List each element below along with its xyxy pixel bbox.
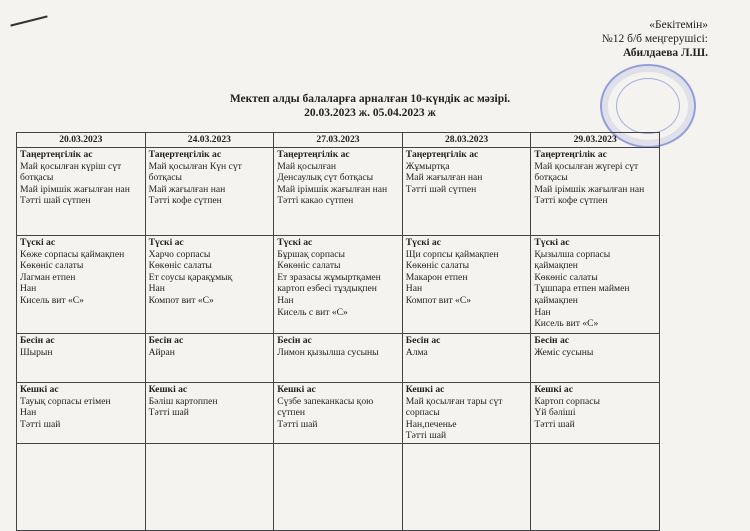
dish: Нан bbox=[20, 283, 37, 295]
meal-cell bbox=[145, 148, 274, 236]
title-line-2: 20.03.2023 ж. 05.04.2023 ж bbox=[304, 107, 436, 119]
dish: Үй бәліші bbox=[534, 407, 576, 419]
dish: Алма bbox=[405, 346, 428, 358]
dish: Харчо сорпасы bbox=[148, 248, 211, 260]
dish: Тәтті шай bbox=[20, 418, 61, 430]
meal-title: Түскі ас bbox=[405, 237, 441, 248]
dish: Май қосылған жүгері сүт ботқасы bbox=[534, 160, 639, 184]
meal-cell bbox=[402, 148, 531, 236]
meal-title: Таңертеңгілік ас bbox=[277, 149, 350, 160]
title-line-1: Мектеп алды балаларға арналған 10-күндік ас мәзірі. bbox=[229, 93, 511, 105]
dish: Сүзбе запеканкасы қою сүтпен bbox=[277, 395, 374, 419]
breakfast-row bbox=[17, 148, 660, 236]
meal-cell bbox=[145, 383, 274, 444]
dish: Тәтті шай bbox=[148, 407, 189, 419]
meal-title: Кешкі ас bbox=[148, 384, 188, 395]
dish: Тәтті кофе сүтпен bbox=[148, 195, 222, 207]
empty-row bbox=[17, 443, 660, 530]
dish: Щи сорпсы қаймақпен bbox=[405, 248, 499, 260]
meal-cell bbox=[17, 334, 146, 383]
meal-title: Таңертеңгілік ас bbox=[405, 149, 479, 160]
meal-cell bbox=[402, 334, 531, 383]
empty-cell bbox=[531, 443, 660, 530]
snack-row bbox=[17, 334, 660, 383]
dish: Қызылша сорпасы қаймақпен bbox=[534, 248, 611, 272]
meal-title: Таңертеңгілік ас bbox=[148, 149, 222, 160]
date-header-row bbox=[17, 133, 660, 148]
dish: Май қосылған bbox=[277, 160, 337, 172]
meal-cell bbox=[274, 334, 403, 383]
empty-cell bbox=[17, 443, 146, 530]
dish: Ет зразасы жұмыртқамен картоп езбесі тұздықпен bbox=[277, 271, 381, 295]
dinner-row bbox=[17, 383, 660, 444]
dish: Картоп сорпасы bbox=[534, 395, 600, 407]
dish: Көкөніс салаты bbox=[20, 260, 84, 272]
meal-title: Түскі ас bbox=[277, 237, 313, 248]
meal-cell bbox=[17, 383, 146, 444]
date-header: 29.03.2023 bbox=[531, 133, 660, 148]
dish: Нан bbox=[20, 407, 37, 419]
date-header: 24.03.2023 bbox=[145, 133, 274, 148]
empty-cell bbox=[145, 443, 274, 530]
meal-title: Таңертеңгілік ас bbox=[20, 149, 93, 160]
meal-cell bbox=[402, 383, 531, 444]
dish: Компот вит «С» bbox=[148, 294, 214, 306]
dish: Тұшпара етпен маймен қаймақпен bbox=[534, 283, 630, 306]
meal-cell bbox=[274, 383, 403, 444]
dish: Нан,печенье bbox=[405, 418, 457, 430]
dish: Тәтті шай сүтпен bbox=[20, 195, 91, 207]
lunch-row bbox=[17, 236, 660, 334]
dish: Тәтті шай bbox=[277, 418, 318, 430]
page-title bbox=[160, 92, 580, 120]
dish: Жұмыртқа bbox=[405, 160, 450, 172]
dish: Бәліш картоппен bbox=[148, 395, 218, 407]
approval-line-1: «Бекітемін» bbox=[649, 19, 708, 31]
dish: Май қосылған тары сүт сорпасы bbox=[405, 395, 503, 419]
scan-mark bbox=[10, 15, 47, 26]
meal-title: Таңертеңгілік ас bbox=[534, 149, 607, 160]
dish: Жеміс сусыны bbox=[534, 346, 594, 358]
dish: Компот вит «С» bbox=[405, 294, 472, 306]
menu-table bbox=[16, 132, 660, 531]
dish: Айран bbox=[148, 346, 175, 358]
dish: Нан bbox=[534, 306, 551, 318]
dish: Май жағылған нан bbox=[405, 172, 483, 184]
dish: Бұршақ сорпасы bbox=[277, 248, 345, 260]
meal-title: Кешкі ас bbox=[405, 384, 445, 395]
dish: Тәтті шәй сүтпен bbox=[405, 183, 477, 195]
meal-cell bbox=[531, 334, 660, 383]
dish: Көкөніс салаты bbox=[277, 260, 341, 272]
meal-cell bbox=[531, 236, 660, 334]
dish: Кисель с вит «С» bbox=[277, 306, 348, 318]
meal-cell bbox=[402, 236, 531, 334]
dish: Денсаулық сүт ботқасы bbox=[277, 172, 374, 184]
dish: Нан bbox=[405, 283, 423, 295]
meal-cell bbox=[145, 334, 274, 383]
dish: Лагман етпен bbox=[20, 271, 76, 283]
meal-title: Кешкі ас bbox=[277, 384, 316, 395]
date-header: 20.03.2023 bbox=[17, 133, 146, 148]
dish: Май қосылған Күн сүт ботқасы bbox=[148, 160, 242, 184]
dish: Май ірімшік жағылған нан bbox=[277, 183, 388, 195]
meal-title: Бесін ас bbox=[534, 335, 569, 346]
dish: Тәтті какао сүтпен bbox=[277, 195, 354, 207]
meal-title: Бесін ас bbox=[148, 335, 184, 346]
date-header: 28.03.2023 bbox=[402, 133, 531, 148]
approval-line-2: №12 б/б меңгерушісі: bbox=[601, 33, 708, 45]
meal-cell bbox=[145, 236, 274, 334]
meal-cell bbox=[274, 148, 403, 236]
meal-title: Түскі ас bbox=[148, 237, 184, 248]
dish: Май ірімшік жағылған нан bbox=[534, 183, 645, 195]
dish: Көкөніс салаты bbox=[534, 271, 598, 283]
dish: Май ірімшік жағылған нан bbox=[20, 183, 130, 195]
dish: Тәтті шай bbox=[534, 418, 575, 430]
meal-title: Бесін ас bbox=[405, 335, 441, 346]
meal-title: Бесін ас bbox=[20, 335, 55, 346]
dish: Май жағылған нан bbox=[148, 183, 226, 195]
approval-line-3: Абилдаева Л.Ш. bbox=[622, 47, 708, 59]
meal-title: Түскі ас bbox=[534, 237, 570, 248]
dish: Тәтті шай bbox=[405, 430, 447, 442]
dish: Көже сорпасы қаймақпен bbox=[20, 248, 125, 260]
dish: Тәтті кофе сүтпен bbox=[534, 195, 608, 207]
date-header: 27.03.2023 bbox=[274, 133, 403, 148]
meal-title: Бесін ас bbox=[277, 335, 312, 346]
empty-cell bbox=[402, 443, 531, 530]
dish: Лимон қызылша сусыны bbox=[277, 346, 379, 358]
approval-block bbox=[602, 18, 708, 60]
meal-title: Кешкі ас bbox=[20, 384, 59, 395]
meal-cell bbox=[531, 148, 660, 236]
dish: Тауық сорпасы етімен bbox=[20, 395, 111, 407]
dish: Көкөніс салаты bbox=[148, 260, 212, 272]
meal-cell bbox=[531, 383, 660, 444]
dish: Шырын bbox=[20, 346, 53, 358]
dish: Ет соусы қарақұмық bbox=[148, 271, 233, 283]
dish: Кисель вит «С» bbox=[534, 318, 599, 330]
dish: Нан bbox=[148, 283, 165, 295]
dish: Кисель вит «С» bbox=[20, 294, 84, 306]
empty-cell bbox=[274, 443, 403, 530]
dish: Май қосылған күріш сүт ботқасы bbox=[20, 160, 122, 184]
dish: Көкөніс салаты bbox=[405, 260, 470, 272]
meal-title: Түскі ас bbox=[20, 237, 56, 248]
meal-cell bbox=[274, 236, 403, 334]
dish: Нан bbox=[277, 294, 294, 306]
meal-cell bbox=[17, 236, 146, 334]
dish: Макарон етпен bbox=[405, 271, 468, 283]
meal-cell bbox=[17, 148, 146, 236]
meal-title: Кешкі ас bbox=[534, 384, 573, 395]
